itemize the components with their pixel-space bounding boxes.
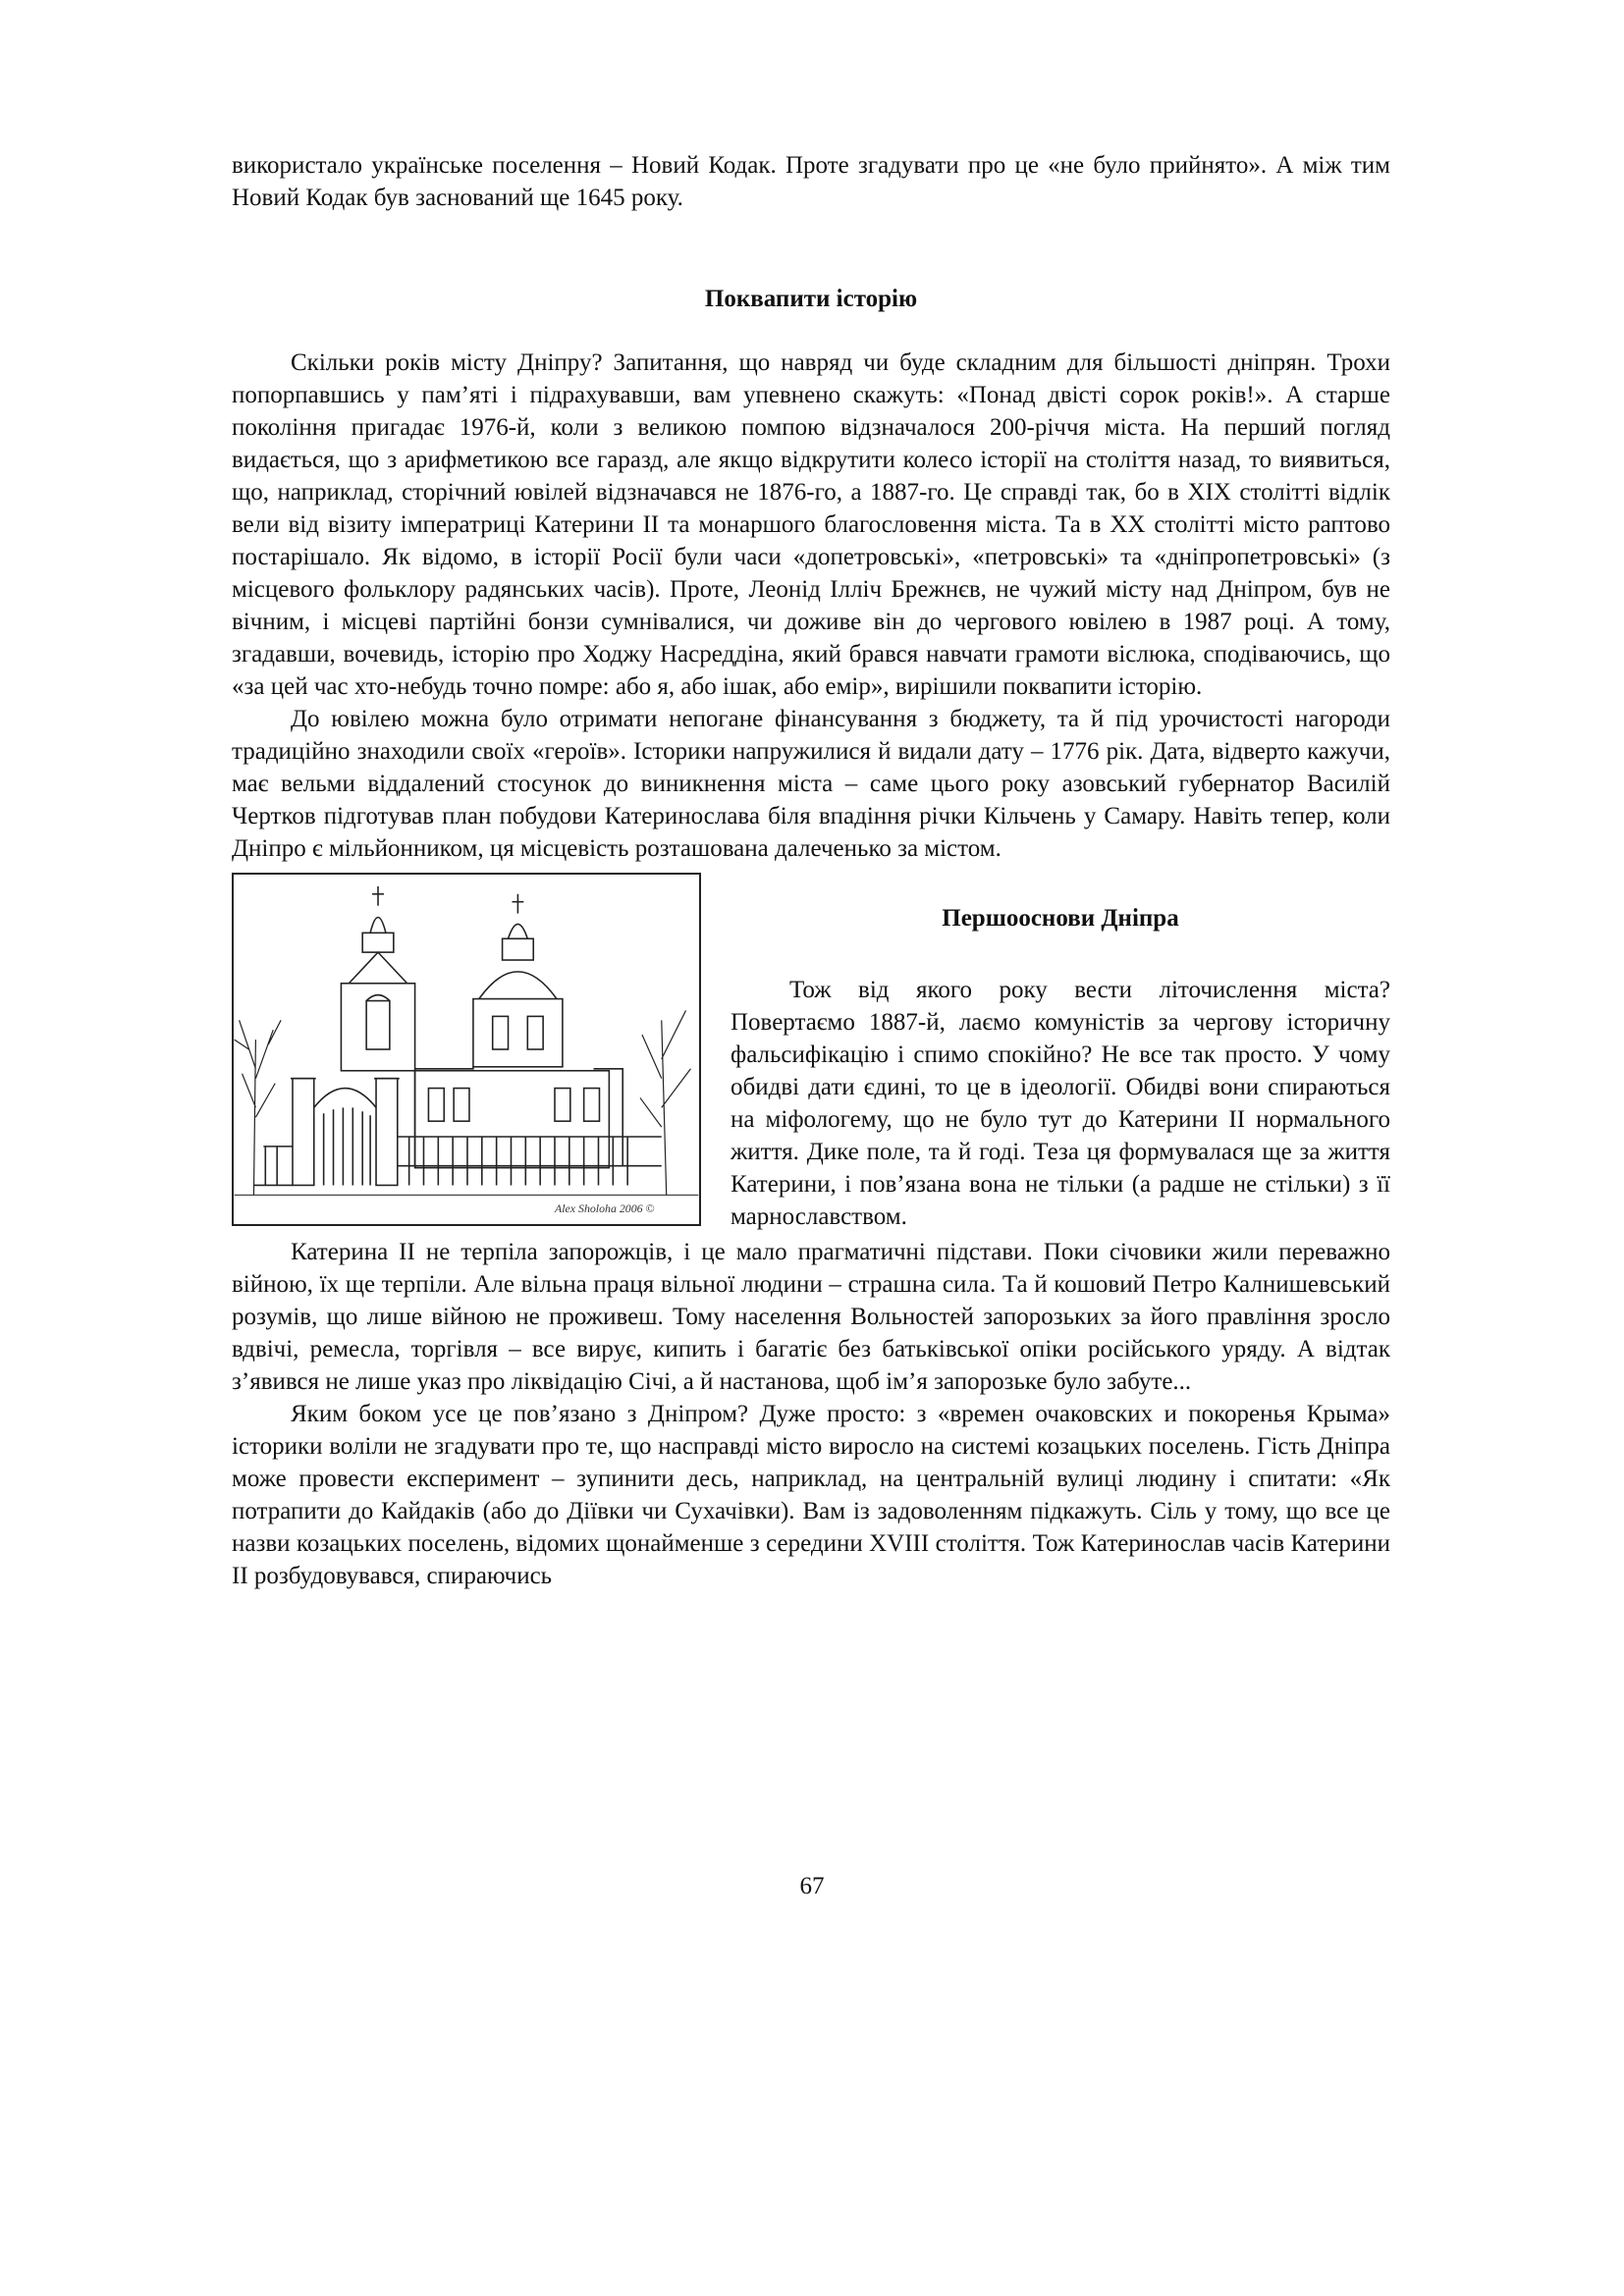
page-number: 67 — [799, 1873, 825, 1899]
figure-signature: Alex Sholoha 2006 © — [554, 1201, 655, 1216]
intro-paragraph: використало українське поселення – Новий Кодак. Проте згадувати про це «не було прийнято». А між тим Новий Кодак був заснований ще 1645 року. — [232, 152, 1390, 211]
section2-paragraph-3: Яким боком усе це пов’язано з Дніпром? Дуже просто: з «времен очаковских и покоренья Крыма» історики воліли не згадувати про те, що насправді місто виросло на системі козацьких поселень. Гість Дніпра може провести експеримент – зупинити десь, наприклад, на центральній вулиці людину і спитати: «Як потрапити до Кайдаків (або до Діївки чи Сухачівки). Вам із задоволенням підкажуть. Сіль у тому, що все це назви козацьких поселень, відомих щонайменше з середини XVIII століття. Тож Катеринослав часів Катерини II розбудовувався, спираючись — [232, 1401, 1390, 1589]
page-body — [232, 149, 1390, 1592]
section2-paragraph-2: Катерина II не терпіла запорожців, і це мало прагматичні підстави. Поки січовики жили переважно війною, їх ще терпіли. Але вільна праця вільної людини – страшна сила. Та й кошовий Петро Калнишевський розумів, що лише війною не проживеш. Тому населення Вольностей запорозьких за його правління зросло вдвічі, ремесла, торгівля – все вирує, кипить і багатіє без батьківської опіки російського уряду. А відтак з’явився не лише указ про ліквідацію Січі, а й настанова, щоб ім’я запорозьке було забуте... — [232, 1239, 1390, 1395]
section1-paragraph-2: До ювілею можна було отримати непогане фінансування з бюджету, та й під урочистості нагороди традиційно знаходили своїх «героїв». Історики напружилися й видали дату – 1776 рік. Дата, відверто кажучи, має вельми віддалений стосунок до виникнення міста – саме цього року азовський губернатор Василій Чертков підготував план побудови Катеринослава біля впадіння річки Кільчень у Самару. Навіть тепер, коли Дніпро є мільйонником, ця місцевість розташована далеченько за містом. — [232, 706, 1390, 862]
section1-paragraph-1: Скільки років місту Дніпру? Запитання, що навряд чи буде складним для більшості дніпрян. Трохи попорпавшись у пам’яті і підрахувавши, вам упевнено скажуть: «Понад двісті сорок років!». А старше покоління пригадає 1976-й, коли з великою помпою відзначалося 200-річчя міста. На перший погляд видається, що з арифметикою все гаразд, але якщо відкрутити колесо історії на століття назад, то виявиться, що, наприклад, сторічний ювілей відзначався не 1876-го, а 1887-го. Це справді так, бо в XIX столітті відлік вели від візиту імператриці Катерини II та монаршого благословення міста. Та в XX столітті місто раптово постарішало. Як відомо, в історії Росії були часи «допетровські», «петровські» та «дніпропетровські» (з місцевого фольклору радянських часів). Проте, Леонід Ілліч Брежнєв, не чужий місту над Дніпром, був не вічним, і місцеві партійні бонзи сумнівалися, чи доживе він до чергового ювілею в 1987 році. А тому, згадавши, вочевидь, історію про Ходжу Насреддіна, який брався навчати грамоти віслюка, сподіваючись, що «за цей час хто-небудь точно помре: або я, або ішак, або емір», вирішили поквапити історію. — [232, 349, 1390, 700]
section2-paragraph-1: Тож від якого року вести літочислення міста? Повертаємо 1887-й, лаємо комуністів за чергову історичну фальсифікацію і спимо спокійно? Не все так просто. У чому обидві дати єдині, то це в ідеології. Обидві вони спираються на міфологему, що не було тут до Катерини II нормального життя. Дике поле, та й годі. Теза ця формувалася ще за життя Катерини, і пов’язана вона не тільки (а радше не стільки) з її марнославством. — [731, 977, 1390, 1230]
section-heading-1: Поквапити історію — [704, 286, 918, 312]
church-drawing-figure — [232, 873, 701, 1226]
section-heading-2: Першооснови Дніпра — [942, 905, 1179, 932]
church-drawing-icon — [234, 875, 699, 1224]
